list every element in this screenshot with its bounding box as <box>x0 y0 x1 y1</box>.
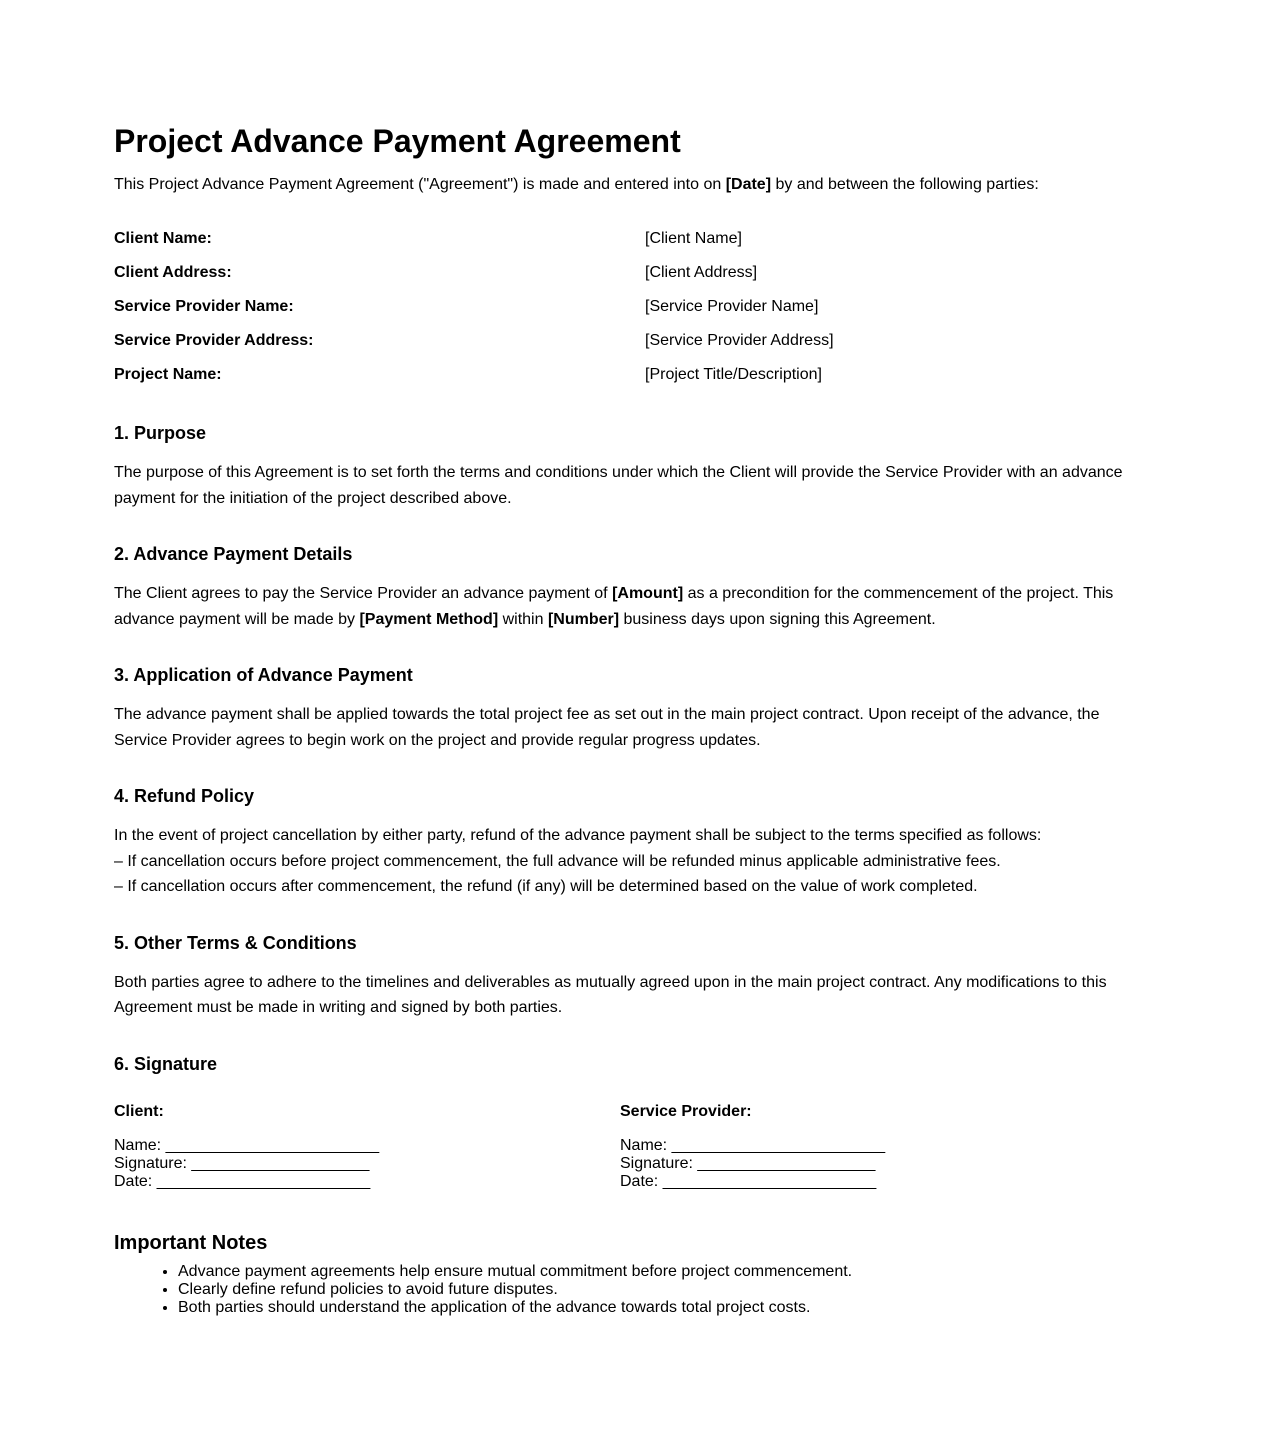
section-text <box>114 823 1126 900</box>
section-other-terms <box>114 930 1126 1021</box>
number-placeholder: [Number] <box>547 610 620 628</box>
refund-line-2: – If cancellation occurs before project commencement, the full advance will be refunded minus applicable administrative fees. <box>114 852 1001 870</box>
section-heading: 3. Application of Advance Payment <box>114 665 413 685</box>
list-item: • Advance payment agreements help ensure mutual commitment before project commencement. <box>178 1263 1126 1281</box>
party-value: [Service Provider Address] <box>645 332 834 349</box>
payment-text-4: business days upon signing this Agreement. <box>619 610 936 628</box>
section-payment-details <box>114 541 1126 632</box>
payment-text-3: within <box>498 610 548 628</box>
intro-text-before: This Project Advance Payment Agreement ("Agreement") is made and entered into on <box>114 176 726 193</box>
payment-text-2: as a precondition for the commencement of the project. This advance payment will be made by <box>114 585 1114 628</box>
section-refund-policy <box>114 783 1126 900</box>
provider-signature-line: Signature: ____________________ <box>620 1154 876 1172</box>
section-purpose <box>114 420 1126 511</box>
section-heading: 2. Advance Payment Details <box>114 544 353 564</box>
provider-date-line: Date: ________________________ <box>620 1172 877 1190</box>
refund-line-3: – If cancellation occurs after commencement, the refund (if any) will be determined based on the value of work completed. <box>114 878 978 895</box>
party-row <box>114 358 1126 392</box>
intro-paragraph <box>114 172 1126 198</box>
party-row <box>114 290 1126 324</box>
client-signature-line: Signature: ____________________ <box>114 1154 370 1172</box>
client-date-line: Date: ________________________ <box>114 1172 371 1190</box>
intro-date-placeholder: [Date] <box>725 176 772 193</box>
party-value: [Project Title/Description] <box>645 366 822 383</box>
provider-signature <box>620 1101 1126 1191</box>
list-item: • Clearly define refund policies to avoid future disputes. <box>178 1281 1126 1299</box>
amount-placeholder: [Amount] <box>612 585 684 602</box>
section-text <box>114 581 1126 632</box>
section-text: Both parties agree to adhere to the timelines and deliverables as mutually agreed upon in the main project contract. Any modifications to this Agreement must be made in writing and signed by both parties. <box>114 973 1107 1016</box>
section-text: The advance payment shall be applied towards the total project fee as set out in the main project contract. Upon receipt of the advance, the Service Provider agrees to begin work on the project and provide regular progress updates. <box>114 706 1100 749</box>
important-notes-list <box>114 1263 1126 1317</box>
party-row <box>114 222 1126 256</box>
intro-text-after: by and between the following parties: <box>771 176 1039 193</box>
document-title: Project Advance Payment Agreement <box>114 123 681 159</box>
party-label: Client Address: <box>114 264 232 281</box>
section-heading: 5. Other Terms & Conditions <box>114 932 357 953</box>
parties-table <box>114 222 1126 392</box>
party-label: Client Name: <box>114 230 212 247</box>
client-signature <box>114 1101 620 1191</box>
party-value: [Service Provider Name] <box>645 298 819 315</box>
provider-name-line: Name: ________________________ <box>620 1136 886 1154</box>
section-heading: 1. Purpose <box>114 423 207 443</box>
party-row <box>114 324 1126 358</box>
section-heading: 6. Signature <box>114 1053 218 1074</box>
party-label: Service Provider Name: <box>114 298 294 315</box>
payment-text-1: The Client agrees to pay the Service Provider an advance payment of <box>114 585 613 602</box>
party-value: [Client Address] <box>645 264 758 281</box>
agreement-document <box>114 118 1126 1317</box>
party-value: [Client Name] <box>645 230 742 247</box>
client-signature-title: Client: <box>114 1102 164 1120</box>
list-item: • Both parties should understand the application of the advance towards total project costs. <box>178 1299 1126 1317</box>
party-row <box>114 256 1126 290</box>
signature-block <box>114 1101 1126 1191</box>
important-notes-title: Important Notes <box>114 1231 268 1254</box>
section-application <box>114 662 1126 753</box>
section-text: The purpose of this Agreement is to set forth the terms and conditions under which the Client will provide the Service Provider with an advance payment for the initiation of the project described above. <box>114 464 1123 507</box>
payment-method-placeholder: [Payment Method] <box>359 610 499 628</box>
section-signature <box>114 1051 1126 1191</box>
client-name-line: Name: ________________________ <box>114 1136 380 1154</box>
refund-line-1: In the event of project cancellation by either party, refund of the advance payment shall be subject to the terms specified as follows: <box>114 827 1042 844</box>
party-label: Project Name: <box>114 366 222 383</box>
provider-signature-title: Service Provider: <box>620 1102 752 1120</box>
section-heading: 4. Refund Policy <box>114 786 255 806</box>
party-label: Service Provider Address: <box>114 332 314 349</box>
